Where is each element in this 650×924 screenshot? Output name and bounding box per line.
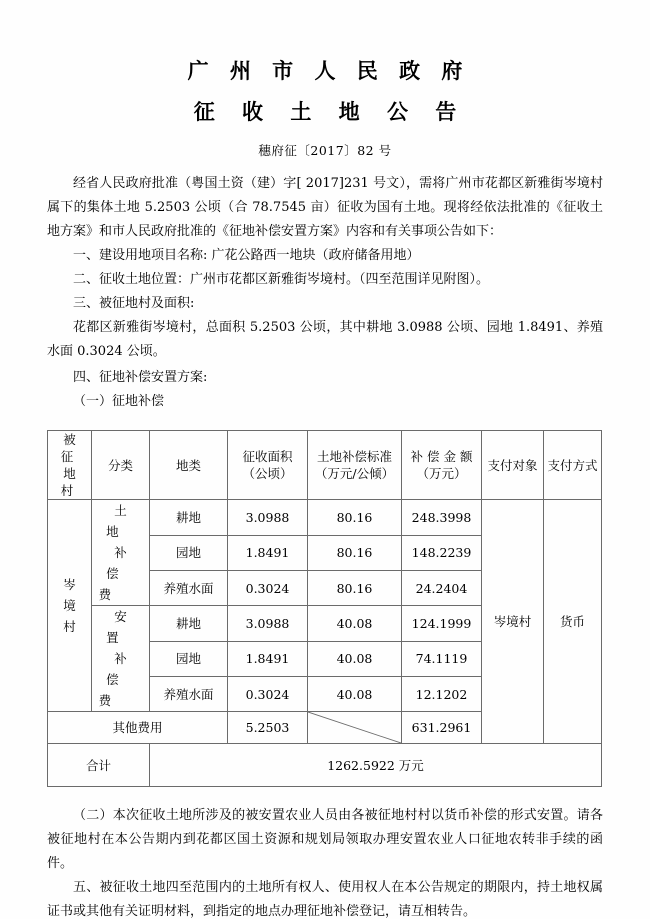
header-amount-line1: 补 偿 金 额 [410,449,473,465]
cell-area: 3.0988 [228,500,308,535]
category-line-3: 费 [98,693,112,709]
cell-amount: 12.1202 [402,677,482,712]
paragraph-item-two: 二、征收土地位置：广州市花都区新雅街岑境村。（四至范围详见附图）。 [73,272,490,288]
cell-area: 0.3024 [228,571,308,606]
category-line-2: 补 偿 [106,545,144,582]
header-amount-line2: （万元） [416,466,467,482]
compensation-table-wrapper [47,430,603,787]
header-area-line1: 征收面积 [242,449,293,465]
paragraph-sub-one: （一）征地补偿 [73,394,165,410]
header-village-line1: 被 征 [60,432,81,465]
page-subtitle: 征 收 土 地 公 告 [193,99,467,125]
cell-category-resettle-comp [92,606,150,712]
village-char-2: 境 [63,598,76,614]
category-resettle-stack [98,606,143,711]
table-row [48,500,602,535]
cell-standard: 80.16 [308,535,402,570]
cell-area: 1.8491 [228,641,308,676]
table-header-row [48,431,602,500]
header-category: 分类 [92,431,150,500]
category-line-1: 土 地 [106,503,144,540]
cell-total-label: 合计 [48,744,150,787]
compensation-table [47,430,602,787]
cell-payee: 岑境村 [482,500,544,744]
cell-standard: 80.16 [308,571,402,606]
table-row-total [48,744,602,787]
cell-land-type: 耕地 [150,500,228,535]
cell-land-type: 园地 [150,641,228,676]
paragraph-item-three: 三、被征地村及面积: [73,296,195,312]
paragraph-sub-two: （二）本次征收土地所涉及的被安置农业人员由各被征地村村以货币补偿的形式安置。请各被征地村在本公告期内到花都区国土资源和规划局领取办理安置农业人口征地农转非手续的函件。 [47,808,603,872]
category-line-1: 安 置 [106,609,144,646]
village-char-1: 岑 [63,577,76,593]
header-method: 支付方式 [544,431,602,500]
category-land-comp-stack [98,500,143,605]
cell-standard: 80.16 [308,500,402,535]
cell-method: 货币 [544,500,602,744]
paragraph-area-detail: 花都区新雅街岑境村，总面积 5.2503 公顷，其中耕地 3.0988 公顷、园地 1.8491、养殖水面 0.3024 公顷。 [47,320,603,360]
header-standard-line1: 土地补偿标准 [316,449,392,465]
cell-amount: 248.3998 [402,500,482,535]
cell-total-value: 1262.5922 万元 [150,744,602,787]
category-line-2: 补 偿 [106,651,144,688]
cell-other-fees-amount: 631.2961 [402,712,482,744]
header-land-type: 地类 [150,431,228,500]
cell-amount: 74.1119 [402,641,482,676]
cell-amount: 24.2404 [402,571,482,606]
paragraph-item-four: 四、征地补偿安置方案: [73,370,208,386]
cell-standard: 40.08 [308,677,402,712]
header-amount [402,431,482,500]
cell-area: 1.8491 [228,535,308,570]
cell-other-fees-area: 5.2503 [228,712,308,744]
cell-area: 0.3024 [228,677,308,712]
cell-standard: 40.08 [308,641,402,676]
header-standard-line2: （万元/公倾） [314,466,395,482]
cell-land-type: 园地 [150,535,228,570]
cell-amount: 148.2239 [402,535,482,570]
paragraph-preamble: 经省人民政府批准（粤国土资（建）字[ 2017]231 号文），需将广州市花都区新雅街岑境村属下的集体土地 5.2503 公顷（合 78.7545 亩）征收为国有土地。现将经依法批准的《征收土地方案》和市人民政府批准的《征地补偿安置方案》内容和有关事项公告如下： [47,176,603,240]
page-title: 广 州 市 人 民 政 府 [187,58,470,83]
cell-village-name [48,500,92,712]
cell-other-fees-standard-struck [308,712,402,744]
cell-land-type: 养殖水面 [150,571,228,606]
category-line-3: 费 [98,587,112,603]
header-village [48,431,92,500]
cell-amount: 124.1999 [402,606,482,641]
diagonal-strike-icon [308,712,401,743]
header-area [228,431,308,500]
document-body [47,0,603,924]
paragraph-item-one: 一、建设用地项目名称: 广花公路西一地块（政府储备用地） [73,248,420,264]
cell-land-type: 耕地 [150,606,228,641]
header-standard [308,431,402,500]
cell-other-fees-label: 其他费用 [48,712,228,744]
cell-category-land-comp [92,500,150,606]
cell-land-type: 养殖水面 [150,677,228,712]
header-village-line2: 地 村 [60,466,81,499]
header-payee: 支付对象 [482,431,544,500]
paragraph-item-five: 五、被征收土地四至范围内的土地所有权人、使用权人在本公告规定的期限内，持土地权属证书或其他有关证明材料，到指定的地点办理征地补偿登记，请互相转告。 [47,880,603,920]
document-number: 穗府征〔2017〕82 号 [258,143,392,159]
village-char-3: 村 [63,619,76,635]
cell-area: 3.0988 [228,606,308,641]
cell-standard: 40.08 [308,606,402,641]
header-area-line2: （公顷） [242,466,293,482]
